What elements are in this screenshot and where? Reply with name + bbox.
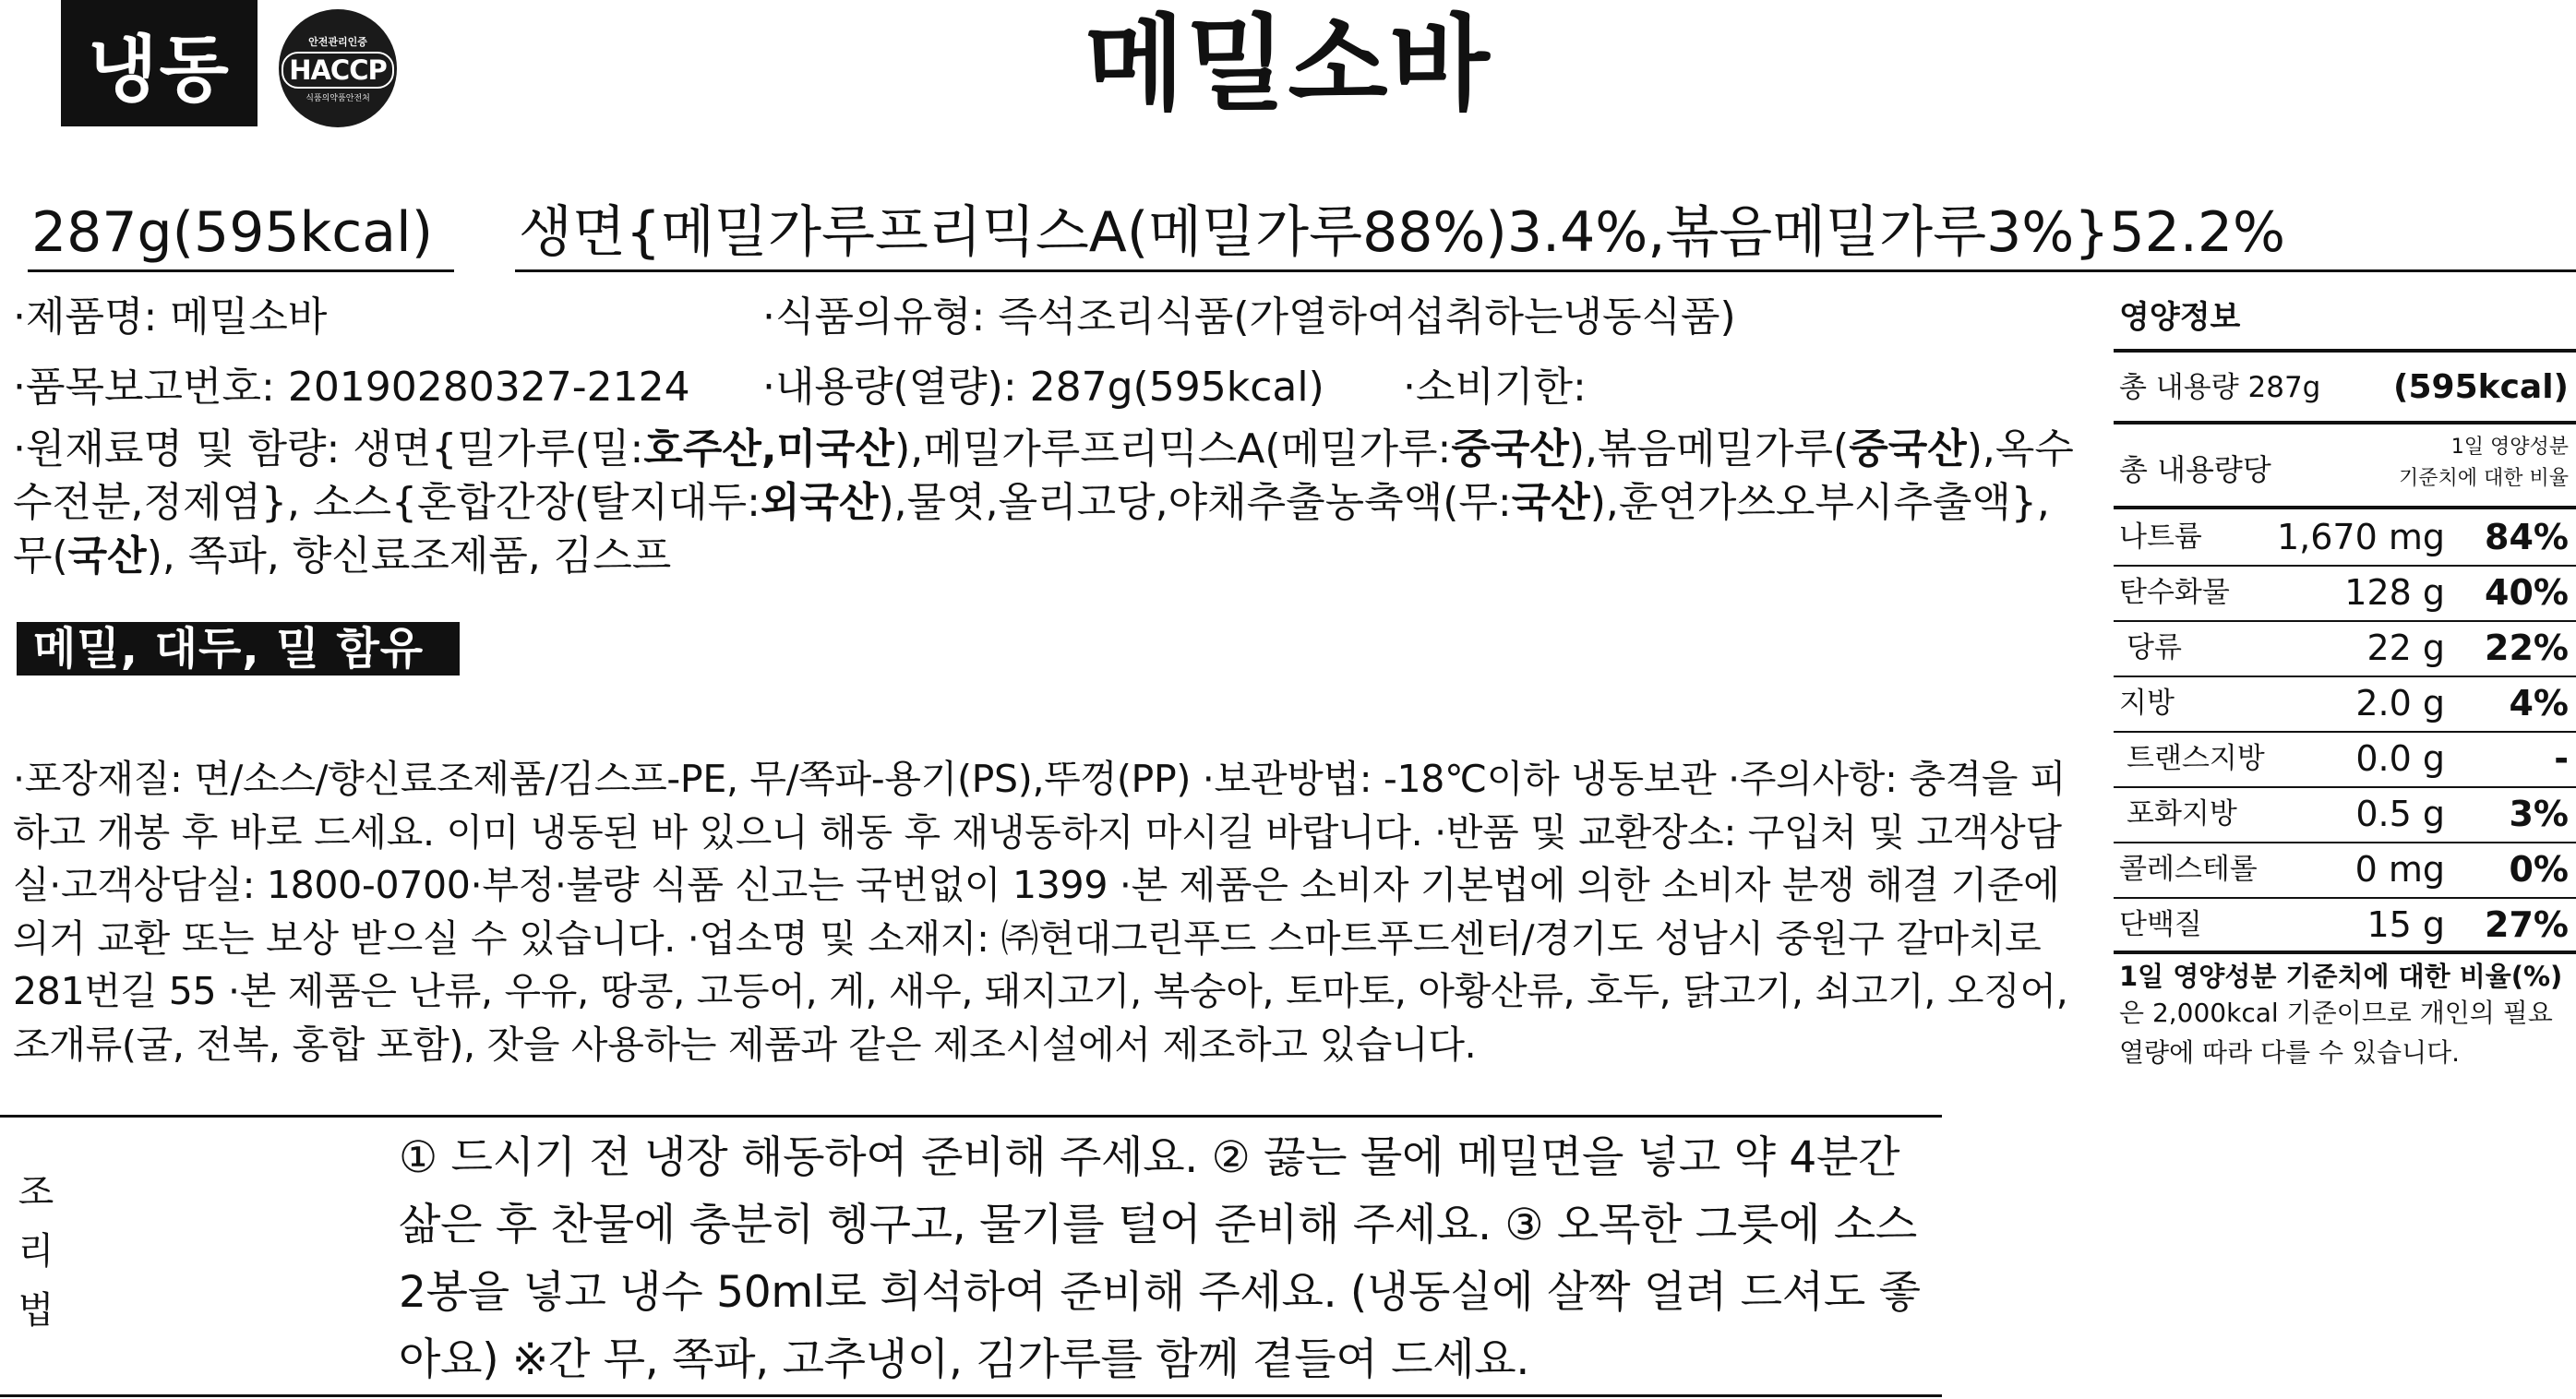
packaging-notice: ·포장재질: 면/소스/향신료조제품/김스프-PE, 무/쪽파-용기(PS),뚜껑(PP) ·보관방법: -18℃이하 냉동보관 ·주의사항: 충격을 피하고 개봉 후 바로 드세요. 이미 냉동된 바 있으니 해동 후 재냉동하지 마시길 바랍니다. ·반품 및 교환장소: 구입처 및 고객상담실·고객상담실: 1800-0700·부정·불량 식품 신고는 국번없이 1399 ·본 제품은 소비자 기본법에 의한 소비자 분쟁 해결 기준에 의거 교환 또는 보상 받으실 수 있습니다. ·업소명 및 소재지: ㈜현대그린푸드 스마트푸드센터/경기도 성남시 중원구 갈마치로 281번길 55 ·본 제품은 난류, 우유, 땅콩, 고등어, 게, 새우, 돼지고기, 복숭아, 토마토, 아황산류, 호두, 닭고기, 쇠고기, 오징어, 조개류(굴, 전복, 홍합 포함), 잣을 사용하는 제품과 같은 제조시설에서 제조하고 있습니다. [13,757,2068,1067]
ingredients-text: ),메밀가루프리믹스A(메밀가루: [894,425,1452,472]
nutrition-footnote-text: 은 2,000kcal 기준이므로 개인의 필요열량에 따라 다를 수 있습니다. [2119,998,2553,1068]
nutrition-ratio-label [2399,432,2569,495]
ingredients-text: ),볶음메밀가루( [1568,425,1850,472]
frozen-badge: 냉동 [61,0,258,126]
nutrition-row [2119,842,2569,897]
nutrient-percent: 3% [2509,794,2569,834]
nutrition-total-label: 총 내용량 287g [2119,371,2321,404]
nutrient-amount: 0 mg [2354,849,2445,890]
cooking-label-char: 리 [18,1230,54,1273]
nutrient-amount: 2.0 g [2355,683,2445,723]
nutrient-amount: 0.5 g [2355,794,2445,834]
food-type: ·식품의유형: 즉석조리식품(가열하여섭취하는냉동식품) [762,293,1736,341]
product-name: ·제품명: 메밀소바 [13,293,328,341]
nutrient-percent: 0% [2509,849,2569,890]
nutrient-percent: 4% [2509,683,2569,723]
main-composition: 생면{메밀가루프리믹스A(메밀가루88%)3.4%,볶음메밀가루3%}52.2% [515,196,2576,272]
nutrition-divider [2114,951,2576,954]
haccp-main-text: HACCP [282,52,394,89]
nutrient-percent: 40% [2485,572,2569,613]
nutrient-amount: 128 g [2344,572,2445,613]
nutrient-percent: 84% [2485,517,2569,557]
nutrient-name: 나트륨 [2119,520,2202,554]
cooking-instructions: ① 드시기 전 냉장 해동하여 준비해 주세요. ② 끓는 물에 메밀면을 넣고 약 4분간 삶은 후 찬물에 충분히 헹구고, 물기를 털어 준비해 주세요. ③ 오목한 그릇에 소스 2봉을 넣고 냉수 50ml로 희석하여 준비해 주세요. (냉동실에 살짝 얼려 드셔도 좋아요) ※간 무, 쪽파, 고추냉이, 김가루를 함께 곁들여 드세요. [399,1132,1921,1385]
nutrient-name: 탄수화물 [2119,576,2230,609]
nutrient-percent: 22% [2485,628,2569,668]
ratio-label-line: 1일 영양성분 [2450,436,2569,459]
cooking-label-char: 법 [18,1289,54,1332]
nutrition-total-kcal: (595kcal) [2393,368,2569,406]
nutrient-percent: - [2554,738,2569,779]
nutrition-row [2119,620,2569,676]
content-amount: ·내용량(열량): 287g(595kcal) [762,364,1324,411]
nutrient-amount: 15 g [2366,904,2445,945]
nutrition-footnote-title: 1일 영양성분 기준치에 대한 비율(%) [2119,961,2563,992]
ingredients-text: ·원재료명 및 함량: 생면{밀가루(밀: [13,425,644,472]
nutrition-row [2119,676,2569,731]
nutrition-row [2119,731,2569,786]
nutrient-name: 지방 [2119,687,2175,720]
expiry-date: ·소비기한: [1403,364,1587,411]
ingredients-text: ), 쪽파, 향신료조제품, 김스프 [146,532,672,580]
nutrition-row [2119,509,2569,565]
nutrition-row [2119,786,2569,842]
cooking-label [13,1163,59,1340]
nutrient-name: 트랜스지방 [2127,742,2265,775]
net-weight: 287g(595kcal) [28,196,454,272]
origin-label: 중국산 [1451,425,1569,472]
nutrition-row [2119,565,2569,620]
ingredients-list [13,423,2080,583]
ingredients-text: ),물엿,올리고당,야채추출농축액(무: [878,479,1512,526]
cooking-label-char: 조 [18,1171,54,1214]
nutrient-name: 당류 [2127,631,2182,664]
nutrition-divider [2114,421,2576,424]
product-title: 메밀소바 [1084,5,1492,125]
origin-label: 외국산 [761,479,879,526]
origin-label: 국산 [67,532,147,580]
nutrient-percent: 27% [2485,904,2569,945]
report-number: ·품목보고번호: 20190280327-2124 [13,364,690,411]
cooking-divider-bottom [0,1394,1942,1397]
nutrition-divider [2114,349,2576,353]
nutrition-total [2119,358,2569,417]
origin-label: 국산 [1511,479,1590,526]
nutrient-amount: 0.0 g [2355,738,2445,779]
nutrient-name: 콜레스테롤 [2119,853,2258,886]
origin-label: 호주산,미국산 [643,425,895,472]
nutrient-name: 단백질 [2119,908,2202,941]
haccp-top-text: 안전관리인증 [308,35,367,48]
nutrient-amount: 22 g [2366,628,2445,668]
origin-label: 중국산 [1849,425,1967,472]
haccp-bottom-text: 식품의약품안전처 [306,93,370,103]
cooking-divider-top [0,1115,1942,1118]
nutrition-title: 영양정보 [2119,299,2241,336]
nutrition-row [2119,897,2569,952]
nutrition-per-header [2119,426,2569,504]
allergen-label: 메밀, 대두, 밀 함유 [17,622,460,676]
nutrition-per-label: 총 내용량당 [2119,452,2271,487]
nutrient-name: 포화지방 [2127,797,2237,831]
ingredients-text: ),훈연가쓰오부시추출액}, 무( [13,479,2050,580]
ingredients-text: ),옥수수전분,정제염}, 소스{혼합간장(탈지대두: [13,425,2074,526]
nutrient-amount: 1,670 mg [2276,517,2445,557]
ratio-label-line: 기준치에 대한 비율 [2398,467,2569,490]
